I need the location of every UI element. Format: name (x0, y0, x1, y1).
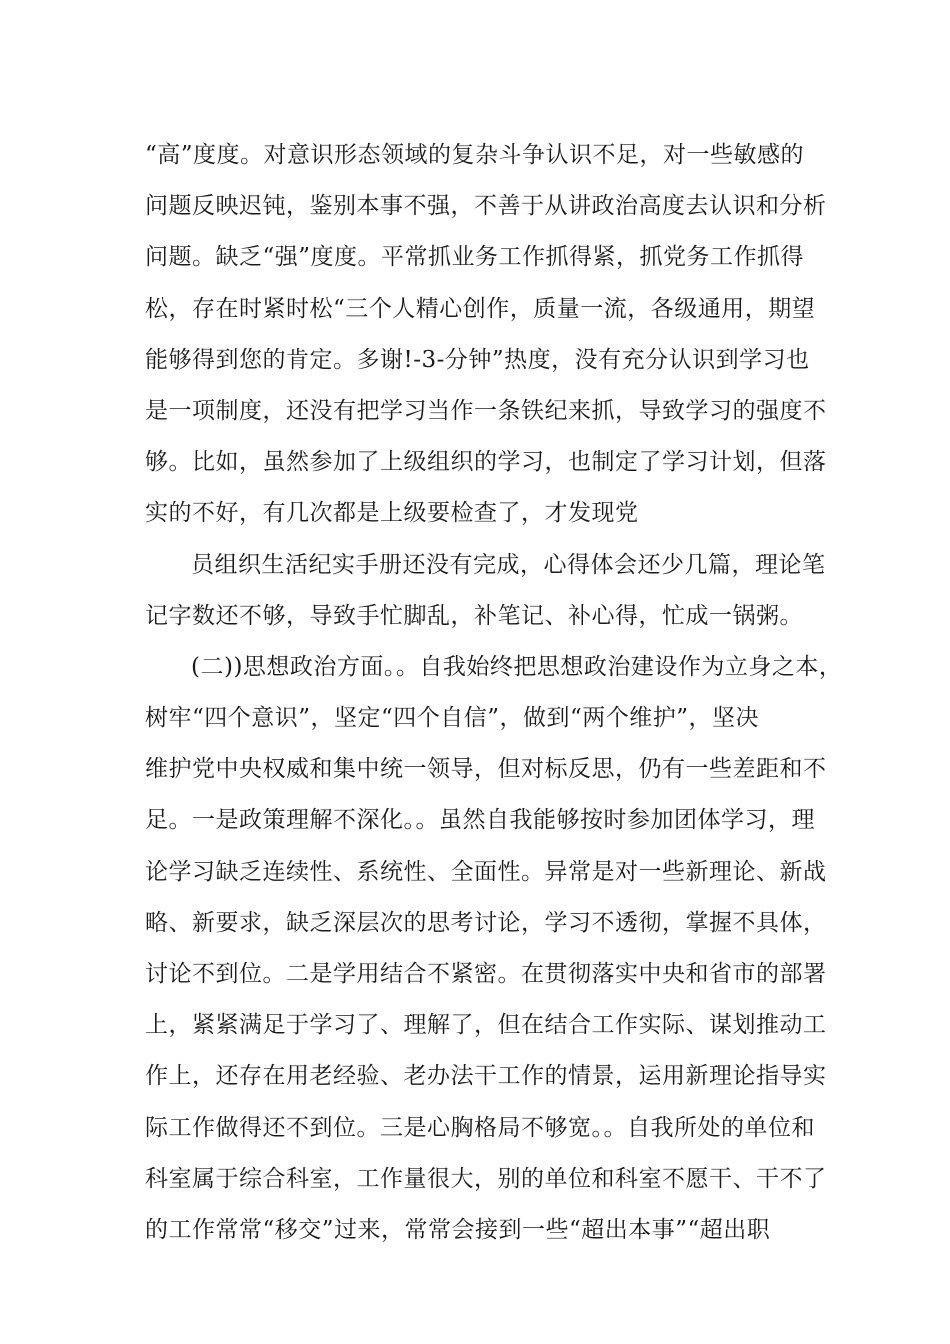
text-line: 略、新要求，缺乏深层次的思考讨论，学习不透彻，掌握不具体， (145, 909, 827, 936)
text-line: 论学习缺乏连续性、系统性、全面性。异常是对一些新理论、新战 (145, 858, 827, 885)
text-line: 是一项制度，还没有把学习当作一条铁纪来抓，导致学习的强度不 (145, 397, 827, 424)
text-line: “高”度度。对意识形态领域的复杂斗争认识不足，对一些敏感的 (145, 142, 805, 168)
text-line: 能够得到您的肯定。多谢!-3-分钟”热度，没有充分认识到学习也 (145, 346, 810, 373)
text-line: 松，存在时紧时松“三个人精心创作，质量一流，各级通用，期望 (145, 295, 816, 322)
text-line: 上，紧紧满足于学习了、理解了，但在结合工作实际、谋划推动工 (145, 1012, 827, 1039)
text-line: 作上，还存在用老经验、老办法干工作的情景，运用新理论指导实 (145, 1063, 827, 1090)
text-line: 问题反映迟钝，鉴别本事不强，不善于从讲政治高度去认识和分析 (145, 193, 827, 220)
text-line: 员组织生活纪实手册还没有完成，心得体会还少几篇，理论笔 (191, 551, 826, 578)
text-line: 记字数还不够，导致手忙脚乱，补笔记、补心得，忙成一锅粥。 (145, 602, 803, 629)
text-line: 维护党中央权威和集中统一领导，但对标反思，仍有一些差距和不 (145, 756, 827, 783)
text-line: 讨论不到位。二是学用结合不紧密。在贯彻落实中央和省市的部署 (145, 961, 827, 987)
paragraph-3 (145, 642, 843, 1256)
text-line: 够。比如，虽然参加了上级组织的学习，也制定了学习计划，但落 (145, 449, 827, 476)
text-line: (二))思想政治方面。。自我始终把思想政治建设作为立身之本， (191, 653, 843, 680)
text-line: 实的不好，有几次都是上级要检查了，才发现党 (145, 500, 639, 527)
text-line: 际工作做得还不到位。三是心胸格局不够宽。。自我所处的单位和 (145, 1114, 815, 1141)
text-line: 问题。缺乏“强”度度。平常抓业务工作抓得紧，抓党务工作抓得 (145, 244, 805, 271)
paragraph-2 (145, 540, 825, 642)
paragraph-1 (145, 130, 825, 540)
text-line: 的工作常常“移交”过来，常常会接到一些“超出本事”“超出职 (145, 1216, 771, 1243)
text-line: 科室属于综合科室，工作量很大，别的单位和科室不愿干、干不了 (145, 1165, 827, 1192)
document-body (145, 130, 843, 1256)
text-line: 足。一是政策理解不深化。。虽然自我能够按时参加团体学习，理 (145, 807, 815, 834)
text-line: 树牢“四个意识”，坚定“四个自信”，做到“两个维护”，坚决 (145, 705, 760, 732)
